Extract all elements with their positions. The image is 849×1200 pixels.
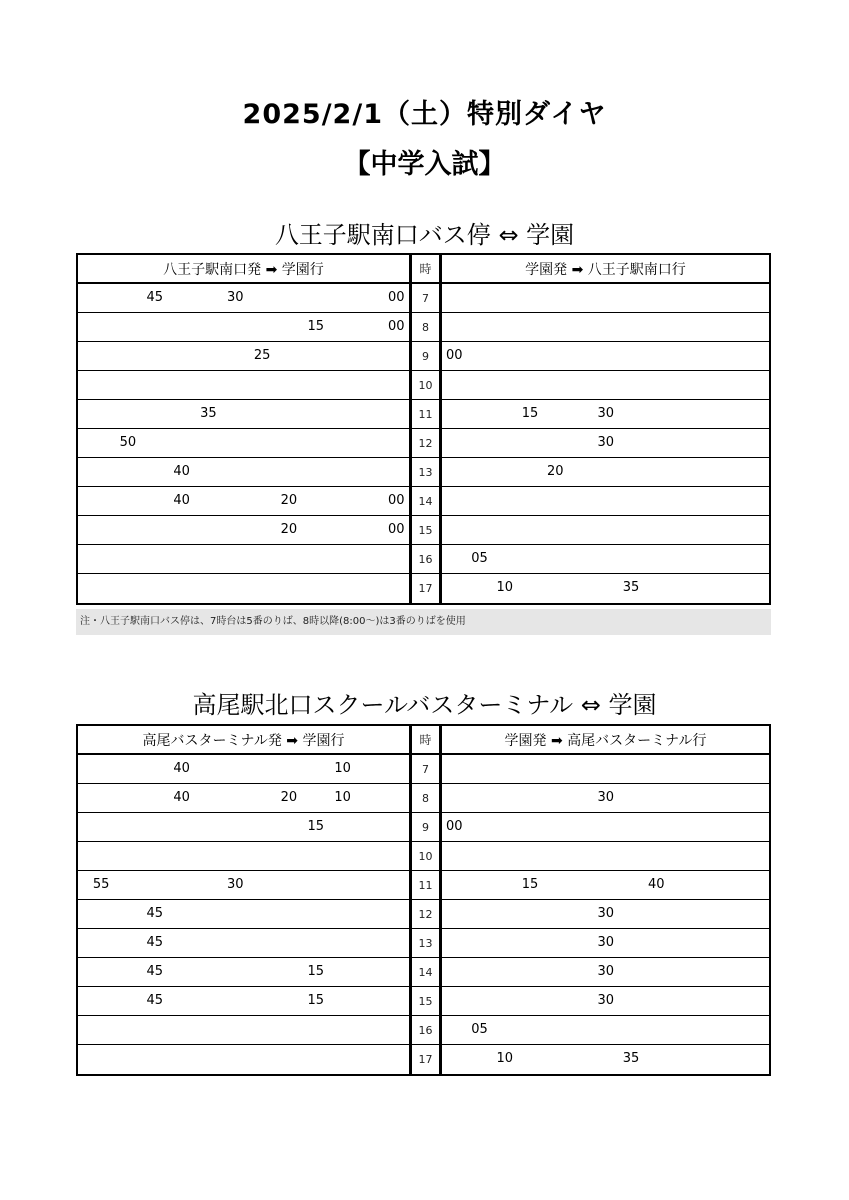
timetable-row: [78, 313, 769, 342]
departure-minute: 20: [280, 790, 298, 805]
departure-minute: 40: [173, 493, 190, 508]
hour-cell: 10: [410, 842, 440, 870]
title-event: 【中学入試】: [343, 149, 506, 180]
outbound-cell: [78, 371, 410, 399]
timetable-row: [78, 958, 769, 987]
outbound-cell: [78, 574, 410, 603]
departure-minute: 45: [146, 935, 164, 950]
hour-cell: 14: [410, 487, 440, 515]
departure-minute: 15: [307, 319, 325, 334]
header-outbound: 高尾バスターミナル発 ➡ 学園行: [78, 726, 410, 753]
timetable-row: [78, 900, 769, 929]
timetable-hachioji: [76, 253, 771, 605]
hour-cell: 11: [410, 400, 440, 428]
departure-minute: 35: [200, 406, 217, 421]
inbound-cell: [440, 487, 769, 515]
departure-minute: 30: [597, 435, 615, 450]
departure-minute: 15: [521, 877, 539, 892]
inbound-cell: [440, 958, 769, 986]
timetable-row: [78, 813, 769, 842]
hour-cell: 11: [410, 871, 440, 899]
outbound-cell: [78, 842, 410, 870]
timetable-row: [78, 1016, 769, 1045]
hour-cell: 10: [410, 371, 440, 399]
departure-minute: 10: [334, 790, 351, 805]
departure-minute: 00: [388, 493, 405, 508]
departure-minute: 10: [334, 761, 351, 776]
departure-minute: 30: [227, 877, 244, 892]
departure-minute: 15: [307, 819, 325, 834]
timetable-row: [78, 429, 769, 458]
timetable-row: [78, 784, 769, 813]
inbound-cell: [440, 313, 769, 341]
departure-minute: 25: [253, 348, 271, 363]
hour-cell: 7: [410, 284, 440, 312]
outbound-cell: [78, 458, 410, 486]
hour-cell: 16: [410, 1016, 440, 1044]
departure-minute: 45: [146, 290, 164, 305]
departure-minute: 35: [622, 1051, 640, 1066]
outbound-cell: [78, 958, 410, 986]
inbound-cell: [440, 1016, 769, 1044]
inbound-cell: [440, 516, 769, 544]
departure-minute: 00: [446, 819, 463, 834]
hour-cell: 14: [410, 958, 440, 986]
inbound-cell: [440, 784, 769, 812]
timetable-row: [78, 458, 769, 487]
note-hachioji: 注・八王子駅南口バス停は、7時台は5番のりば、8時以降(8:00～)は3番のりばを使用: [76, 609, 771, 635]
timetable-row: [78, 1045, 769, 1074]
inbound-cell: [440, 987, 769, 1015]
outbound-cell: [78, 429, 410, 457]
outbound-cell: [78, 813, 410, 841]
departure-minute: 30: [597, 406, 615, 421]
hour-cell: 17: [410, 574, 440, 603]
departure-minute: 45: [146, 906, 164, 921]
inbound-cell: [440, 400, 769, 428]
departure-minute: 50: [119, 435, 137, 450]
section-title-takao: 高尾駅北口スクールバスターミナル ⇔ 学園: [192, 691, 657, 719]
departure-minute: 55: [92, 877, 110, 892]
timetable-row: [78, 842, 769, 871]
timetable-row: [78, 516, 769, 545]
departure-minute: 00: [388, 319, 405, 334]
inbound-cell: [440, 371, 769, 399]
section-title-hachioji: 八王子駅南口バス停 ⇔ 学園: [274, 221, 575, 249]
timetable-takao: [76, 724, 771, 1076]
departure-minute: 10: [496, 1051, 514, 1066]
departure-minute: 45: [146, 993, 164, 1008]
timetable-row: [78, 871, 769, 900]
inbound-cell: [440, 284, 769, 312]
hour-cell: 12: [410, 429, 440, 457]
header-outbound: 八王子駅南口発 ➡ 学園行: [78, 255, 410, 282]
departure-minute: 20: [280, 493, 298, 508]
outbound-cell: [78, 342, 410, 370]
outbound-cell: [78, 545, 410, 573]
departure-minute: 30: [597, 964, 615, 979]
departure-minute: 20: [280, 522, 298, 537]
departure-minute: 05: [471, 1022, 488, 1037]
departure-minute: 30: [597, 790, 615, 805]
timetable-row: [78, 342, 769, 371]
outbound-cell: [78, 755, 410, 783]
departure-minute: 30: [597, 935, 615, 950]
departure-minute: 30: [597, 906, 615, 921]
outbound-cell: [78, 871, 410, 899]
header-hour: 時: [410, 726, 440, 753]
departure-minute: 15: [307, 964, 325, 979]
timetable-row: [78, 987, 769, 1016]
outbound-cell: [78, 487, 410, 515]
hour-cell: 8: [410, 784, 440, 812]
timetable-header: [78, 255, 769, 284]
timetable-row: [78, 400, 769, 429]
departure-minute: 40: [173, 790, 190, 805]
outbound-cell: [78, 284, 410, 312]
hour-cell: 13: [410, 929, 440, 957]
departure-minute: 20: [547, 464, 564, 479]
timetable-row: [78, 487, 769, 516]
departure-minute: 05: [471, 551, 488, 566]
hour-cell: 9: [410, 813, 440, 841]
timetable-row: [78, 371, 769, 400]
departure-minute: 15: [521, 406, 539, 421]
hour-cell: 13: [410, 458, 440, 486]
timetable-row: [78, 284, 769, 313]
inbound-cell: [440, 929, 769, 957]
departure-minute: 10: [496, 580, 514, 595]
hour-cell: 16: [410, 545, 440, 573]
departure-minute: 30: [227, 290, 244, 305]
inbound-cell: [440, 458, 769, 486]
hour-cell: 8: [410, 313, 440, 341]
header-inbound: 学園発 ➡ 八王子駅南口行: [440, 255, 769, 282]
timetable-row: [78, 929, 769, 958]
inbound-cell: [440, 1045, 769, 1074]
hour-cell: 12: [410, 900, 440, 928]
inbound-cell: [440, 900, 769, 928]
outbound-cell: [78, 313, 410, 341]
title-date: 2025/2/1（土）特別ダイヤ: [242, 99, 607, 130]
departure-minute: 40: [173, 464, 190, 479]
header-inbound: 学園発 ➡ 高尾バスターミナル行: [440, 726, 769, 753]
inbound-cell: [440, 813, 769, 841]
outbound-cell: [78, 1016, 410, 1044]
outbound-cell: [78, 1045, 410, 1074]
departure-minute: 35: [622, 580, 640, 595]
inbound-cell: [440, 574, 769, 603]
departure-minute: 15: [307, 993, 325, 1008]
hour-cell: 15: [410, 516, 440, 544]
departure-minute: 00: [388, 522, 405, 537]
departure-minute: 40: [173, 761, 190, 776]
hour-cell: 17: [410, 1045, 440, 1074]
hour-cell: 7: [410, 755, 440, 783]
outbound-cell: [78, 929, 410, 957]
inbound-cell: [440, 842, 769, 870]
hour-cell: 15: [410, 987, 440, 1015]
outbound-cell: [78, 987, 410, 1015]
departure-minute: 45: [146, 964, 164, 979]
outbound-cell: [78, 516, 410, 544]
departure-minute: 00: [446, 348, 463, 363]
timetable-header: [78, 726, 769, 755]
inbound-cell: [440, 755, 769, 783]
timetable-row: [78, 755, 769, 784]
departure-minute: 00: [388, 290, 405, 305]
inbound-cell: [440, 342, 769, 370]
departure-minute: 40: [648, 877, 665, 892]
inbound-cell: [440, 545, 769, 573]
outbound-cell: [78, 784, 410, 812]
timetable-row: [78, 545, 769, 574]
hour-cell: 9: [410, 342, 440, 370]
header-hour: 時: [410, 255, 440, 282]
timetable-row: [78, 574, 769, 603]
outbound-cell: [78, 400, 410, 428]
outbound-cell: [78, 900, 410, 928]
inbound-cell: [440, 429, 769, 457]
inbound-cell: [440, 871, 769, 899]
departure-minute: 30: [597, 993, 615, 1008]
